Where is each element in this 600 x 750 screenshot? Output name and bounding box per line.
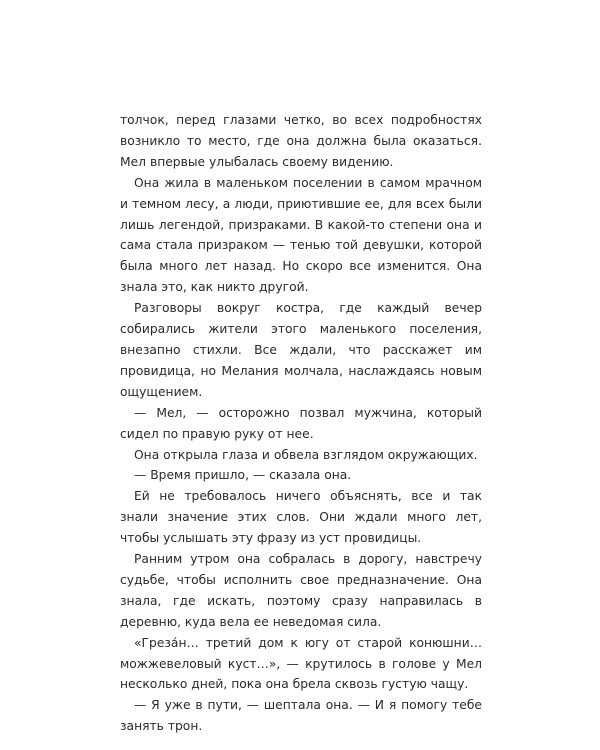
paragraph-7: Ей не требовалось ничего объяснять, все и так знали значение этих слов. Они ждали много лет, чтобы услышать эту фразу из уст провидицы. xyxy=(120,489,482,546)
paragraph-10: — Я уже в пути, — шептала она. — И я помогу тебе занять трон. xyxy=(120,698,482,734)
paragraph-3: Разговоры вокруг костра, где каждый вечер собирались жители этого маленького поселения, внезапно стихли. Все ждали, что расскажет им провидица, но Мелания молчала, наслаждаясь новым ощущением. xyxy=(120,301,482,399)
body-text xyxy=(120,110,482,737)
paragraph-5: Она открыла глаза и обвела взглядом окружающих. xyxy=(134,447,478,462)
paragraph-1: толчок, перед глазами четко, во всех подробностях возникло то место, где она должна была оказаться. Мел впервые улыбалась своему видению. xyxy=(120,113,482,169)
paragraph-2: Она жила в маленьком поселении в самом мрачном и темном лесу, а люди, приютившие ее, для всех были лишь легендой, призраками. В какой-то степени она и сама стала призраком — тенью той девушки, которой была много лет назад. Но скоро все изменится. Она знала это, как никто другой. xyxy=(120,175,482,295)
paragraph-9: «Греза́н… третий дом к югу от старой конюшни… можжевеловый куст…», — крутилось в голове у Мел несколько дней, пока она брела сквозь густую чащу. xyxy=(120,635,482,692)
paragraph-6: — Время пришло, — сказала она. xyxy=(134,468,352,483)
paragraph-8: Ранним утром она собралась в дорогу, навстречу судьбе, чтобы исполнить свое предназначение. Она знала, где искать, поэтому сразу направилась в деревню, куда вела ее неведомая сила. xyxy=(120,552,482,629)
paragraph-4: — Мел, — осторожно позвал мужчина, который сидел по правую руку от нее. xyxy=(120,405,482,441)
